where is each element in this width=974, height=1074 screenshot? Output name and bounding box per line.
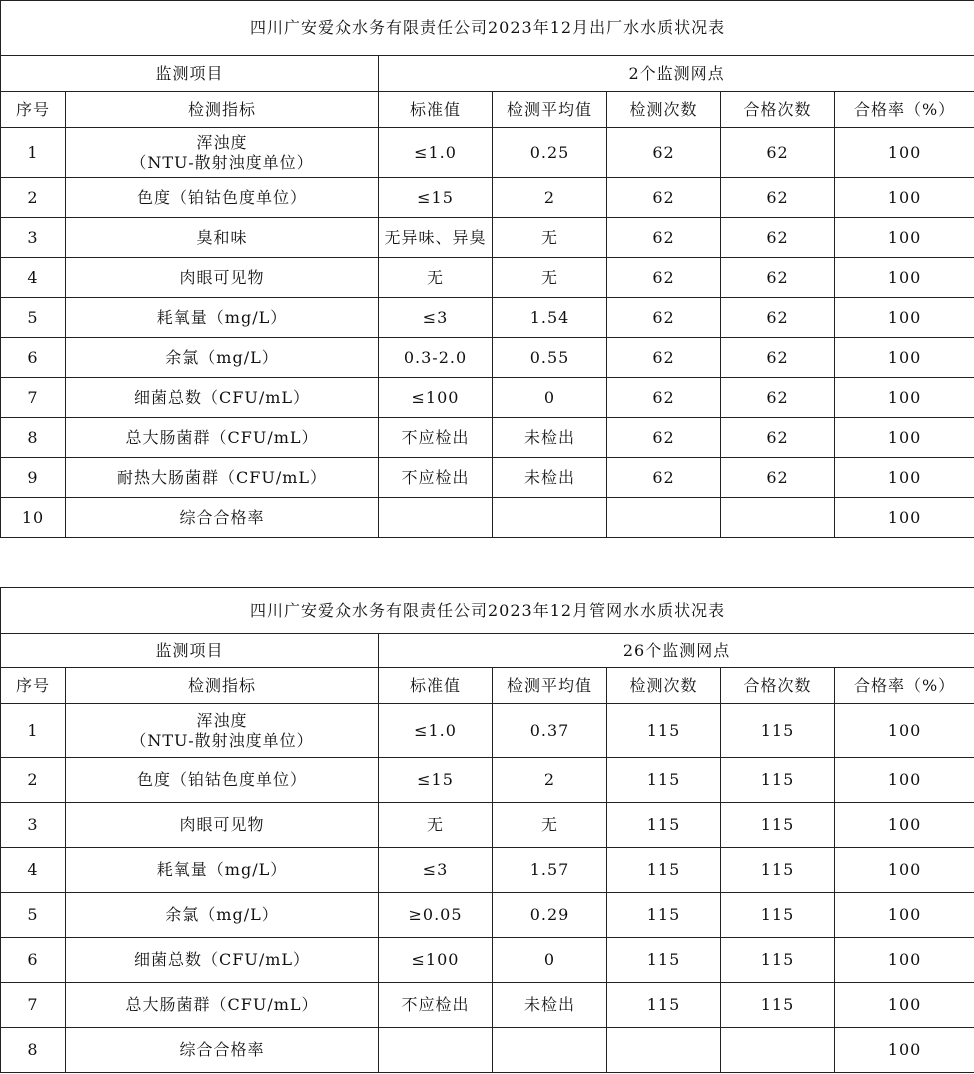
- standard-value: 不应检出: [379, 458, 493, 498]
- group-label-row: [1, 634, 974, 668]
- standard-value: 不应检出: [379, 418, 493, 458]
- test-count: 62: [607, 218, 721, 258]
- pass-rate: 100: [835, 128, 974, 178]
- indicator-name: 臭和味: [66, 218, 379, 258]
- table-row: [1, 938, 974, 983]
- pass-rate: 100: [835, 803, 974, 848]
- pass-count: 115: [721, 758, 835, 803]
- average-value: 1.57: [493, 848, 607, 893]
- table-row: [1, 848, 974, 893]
- row-index: 5: [1, 298, 66, 338]
- pass-count: 115: [721, 983, 835, 1028]
- indicator-name: 耗氧量（mg/L）: [66, 848, 379, 893]
- table-body: [1, 588, 974, 1073]
- column-header: 合格率（%）: [835, 668, 974, 704]
- column-header: 序号: [1, 668, 66, 704]
- average-value: 2: [493, 178, 607, 218]
- monitoring-points-label: 26个监测网点: [379, 634, 974, 668]
- test-count: 62: [607, 458, 721, 498]
- pass-count: 115: [721, 704, 835, 758]
- pass-count: 115: [721, 893, 835, 938]
- row-index: 4: [1, 258, 66, 298]
- pass-rate: 100: [835, 378, 974, 418]
- table-row: [1, 458, 974, 498]
- indicator-name: [66, 128, 379, 178]
- average-value: 未检出: [493, 418, 607, 458]
- table-row: [1, 893, 974, 938]
- column-header: 标准值: [379, 92, 493, 128]
- test-count: [607, 1028, 721, 1073]
- row-index: 6: [1, 938, 66, 983]
- average-value: 无: [493, 258, 607, 298]
- row-index: 9: [1, 458, 66, 498]
- column-header: 检测指标: [66, 92, 379, 128]
- test-count: 115: [607, 803, 721, 848]
- pass-count: 62: [721, 298, 835, 338]
- standard-value: ≤1.0: [379, 704, 493, 758]
- pass-count: 62: [721, 338, 835, 378]
- average-value: 未检出: [493, 458, 607, 498]
- standard-value: 不应检出: [379, 983, 493, 1028]
- row-index: 2: [1, 178, 66, 218]
- standard-value: 无: [379, 258, 493, 298]
- test-count: 115: [607, 848, 721, 893]
- pass-rate: 100: [835, 498, 974, 538]
- pass-count: 62: [721, 218, 835, 258]
- table-row: [1, 258, 974, 298]
- row-index: 1: [1, 128, 66, 178]
- table-title: 四川广安爱众水务有限责任公司2023年12月管网水水质状况表: [1, 588, 974, 634]
- standard-value: 无异味、异臭: [379, 218, 493, 258]
- table-body: [1, 1, 974, 538]
- indicator-name-line: 浑浊度: [196, 132, 248, 152]
- monitor-item-label: 监测项目: [1, 56, 379, 92]
- table-row: [1, 418, 974, 458]
- average-value: 无: [493, 218, 607, 258]
- pass-count: 115: [721, 803, 835, 848]
- test-count: 62: [607, 378, 721, 418]
- row-index: 8: [1, 418, 66, 458]
- pass-rate: 100: [835, 418, 974, 458]
- table-row: [1, 983, 974, 1028]
- pass-count: 62: [721, 258, 835, 298]
- standard-value: [379, 498, 493, 538]
- average-value: 0.37: [493, 704, 607, 758]
- average-value: 1.54: [493, 298, 607, 338]
- pass-count: 62: [721, 128, 835, 178]
- pass-rate: 100: [835, 758, 974, 803]
- group-label-row: [1, 56, 974, 92]
- test-count: 62: [607, 178, 721, 218]
- indicator-name: [66, 704, 379, 758]
- indicator-name: 肉眼可见物: [66, 803, 379, 848]
- row-index: 6: [1, 338, 66, 378]
- pass-count: 62: [721, 418, 835, 458]
- indicator-name-line: （NTU-散射浊度单位）: [130, 730, 314, 750]
- average-value: 2: [493, 758, 607, 803]
- standard-value: ≥0.05: [379, 893, 493, 938]
- column-header: 检测平均值: [493, 668, 607, 704]
- standard-value: 无: [379, 803, 493, 848]
- test-count: 115: [607, 938, 721, 983]
- indicator-name: 综合合格率: [66, 498, 379, 538]
- indicator-name-line: 浑浊度: [196, 710, 248, 730]
- test-count: 62: [607, 128, 721, 178]
- pass-rate: 100: [835, 178, 974, 218]
- pass-rate: 100: [835, 338, 974, 378]
- column-header: 检测平均值: [493, 92, 607, 128]
- average-value: [493, 498, 607, 538]
- pipe-network-water-quality-table: [0, 587, 974, 1073]
- standard-value: ≤3: [379, 298, 493, 338]
- pass-rate: 100: [835, 938, 974, 983]
- row-index: 8: [1, 1028, 66, 1073]
- test-count: 115: [607, 704, 721, 758]
- row-index: 3: [1, 218, 66, 258]
- column-header: 检测次数: [607, 92, 721, 128]
- indicator-name: 余氯（mg/L）: [66, 338, 379, 378]
- standard-value: ≤1.0: [379, 128, 493, 178]
- header-row: [1, 668, 974, 704]
- pass-rate: 100: [835, 848, 974, 893]
- indicator-name: 总大肠菌群（CFU/mL）: [66, 418, 379, 458]
- standard-value: [379, 1028, 493, 1073]
- indicator-name: 耐热大肠菌群（CFU/mL）: [66, 458, 379, 498]
- test-count: 115: [607, 893, 721, 938]
- row-index: 1: [1, 704, 66, 758]
- indicator-name-line: （NTU-散射浊度单位）: [130, 152, 314, 172]
- standard-value: ≤3: [379, 848, 493, 893]
- table-row: [1, 338, 974, 378]
- standard-value: ≤100: [379, 378, 493, 418]
- table-row: [1, 1028, 974, 1073]
- row-index: 5: [1, 893, 66, 938]
- title-row: [1, 1, 974, 56]
- table-row: [1, 218, 974, 258]
- header-row: [1, 92, 974, 128]
- average-value: 0.25: [493, 128, 607, 178]
- table-row: [1, 378, 974, 418]
- pass-rate: 100: [835, 298, 974, 338]
- pass-rate: 100: [835, 258, 974, 298]
- table-row: [1, 704, 974, 758]
- column-header: 检测指标: [66, 668, 379, 704]
- column-header: 标准值: [379, 668, 493, 704]
- standard-value: ≤15: [379, 178, 493, 218]
- table-row: [1, 498, 974, 538]
- average-value: [493, 1028, 607, 1073]
- pass-rate: 100: [835, 893, 974, 938]
- column-header: 合格率（%）: [835, 92, 974, 128]
- monitoring-points-label: 2个监测网点: [379, 56, 974, 92]
- standard-value: ≤15: [379, 758, 493, 803]
- indicator-name: 肉眼可见物: [66, 258, 379, 298]
- test-count: 62: [607, 418, 721, 458]
- test-count: 62: [607, 258, 721, 298]
- test-count: 115: [607, 983, 721, 1028]
- average-value: 0: [493, 378, 607, 418]
- indicator-name: 色度（铂钴色度单位）: [66, 178, 379, 218]
- column-header: 检测次数: [607, 668, 721, 704]
- pass-count: 62: [721, 458, 835, 498]
- indicator-name: 细菌总数（CFU/mL）: [66, 938, 379, 983]
- table-title: 四川广安爱众水务有限责任公司2023年12月出厂水水质状况表: [1, 1, 974, 56]
- row-index: 4: [1, 848, 66, 893]
- average-value: 0: [493, 938, 607, 983]
- pass-count: 62: [721, 178, 835, 218]
- pass-count: [721, 498, 835, 538]
- standard-value: ≤100: [379, 938, 493, 983]
- pass-rate: 100: [835, 983, 974, 1028]
- indicator-name: 总大肠菌群（CFU/mL）: [66, 983, 379, 1028]
- pass-count: 62: [721, 378, 835, 418]
- row-index: 3: [1, 803, 66, 848]
- table-row: [1, 298, 974, 338]
- row-index: 10: [1, 498, 66, 538]
- test-count: 115: [607, 758, 721, 803]
- table-row: [1, 178, 974, 218]
- indicator-name: 色度（铂钴色度单位）: [66, 758, 379, 803]
- test-count: 62: [607, 338, 721, 378]
- monitor-item-label: 监测项目: [1, 634, 379, 668]
- indicator-name: 余氯（mg/L）: [66, 893, 379, 938]
- row-index: 7: [1, 378, 66, 418]
- pass-rate: 100: [835, 704, 974, 758]
- pass-count: 115: [721, 938, 835, 983]
- test-count: [607, 498, 721, 538]
- title-row: [1, 588, 974, 634]
- indicator-name: 细菌总数（CFU/mL）: [66, 378, 379, 418]
- test-count: 62: [607, 298, 721, 338]
- average-value: 无: [493, 803, 607, 848]
- pass-rate: 100: [835, 458, 974, 498]
- pass-rate: 100: [835, 1028, 974, 1073]
- pass-rate: 100: [835, 218, 974, 258]
- table-row: [1, 128, 974, 178]
- average-value: 未检出: [493, 983, 607, 1028]
- standard-value: 0.3-2.0: [379, 338, 493, 378]
- average-value: 0.29: [493, 893, 607, 938]
- average-value: 0.55: [493, 338, 607, 378]
- indicator-name: 耗氧量（mg/L）: [66, 298, 379, 338]
- pass-count: 115: [721, 848, 835, 893]
- table-row: [1, 803, 974, 848]
- column-header: 序号: [1, 92, 66, 128]
- indicator-name: 综合合格率: [66, 1028, 379, 1073]
- row-index: 7: [1, 983, 66, 1028]
- column-header: 合格次数: [721, 92, 835, 128]
- column-header: 合格次数: [721, 668, 835, 704]
- table-row: [1, 758, 974, 803]
- pass-count: [721, 1028, 835, 1073]
- row-index: 2: [1, 758, 66, 803]
